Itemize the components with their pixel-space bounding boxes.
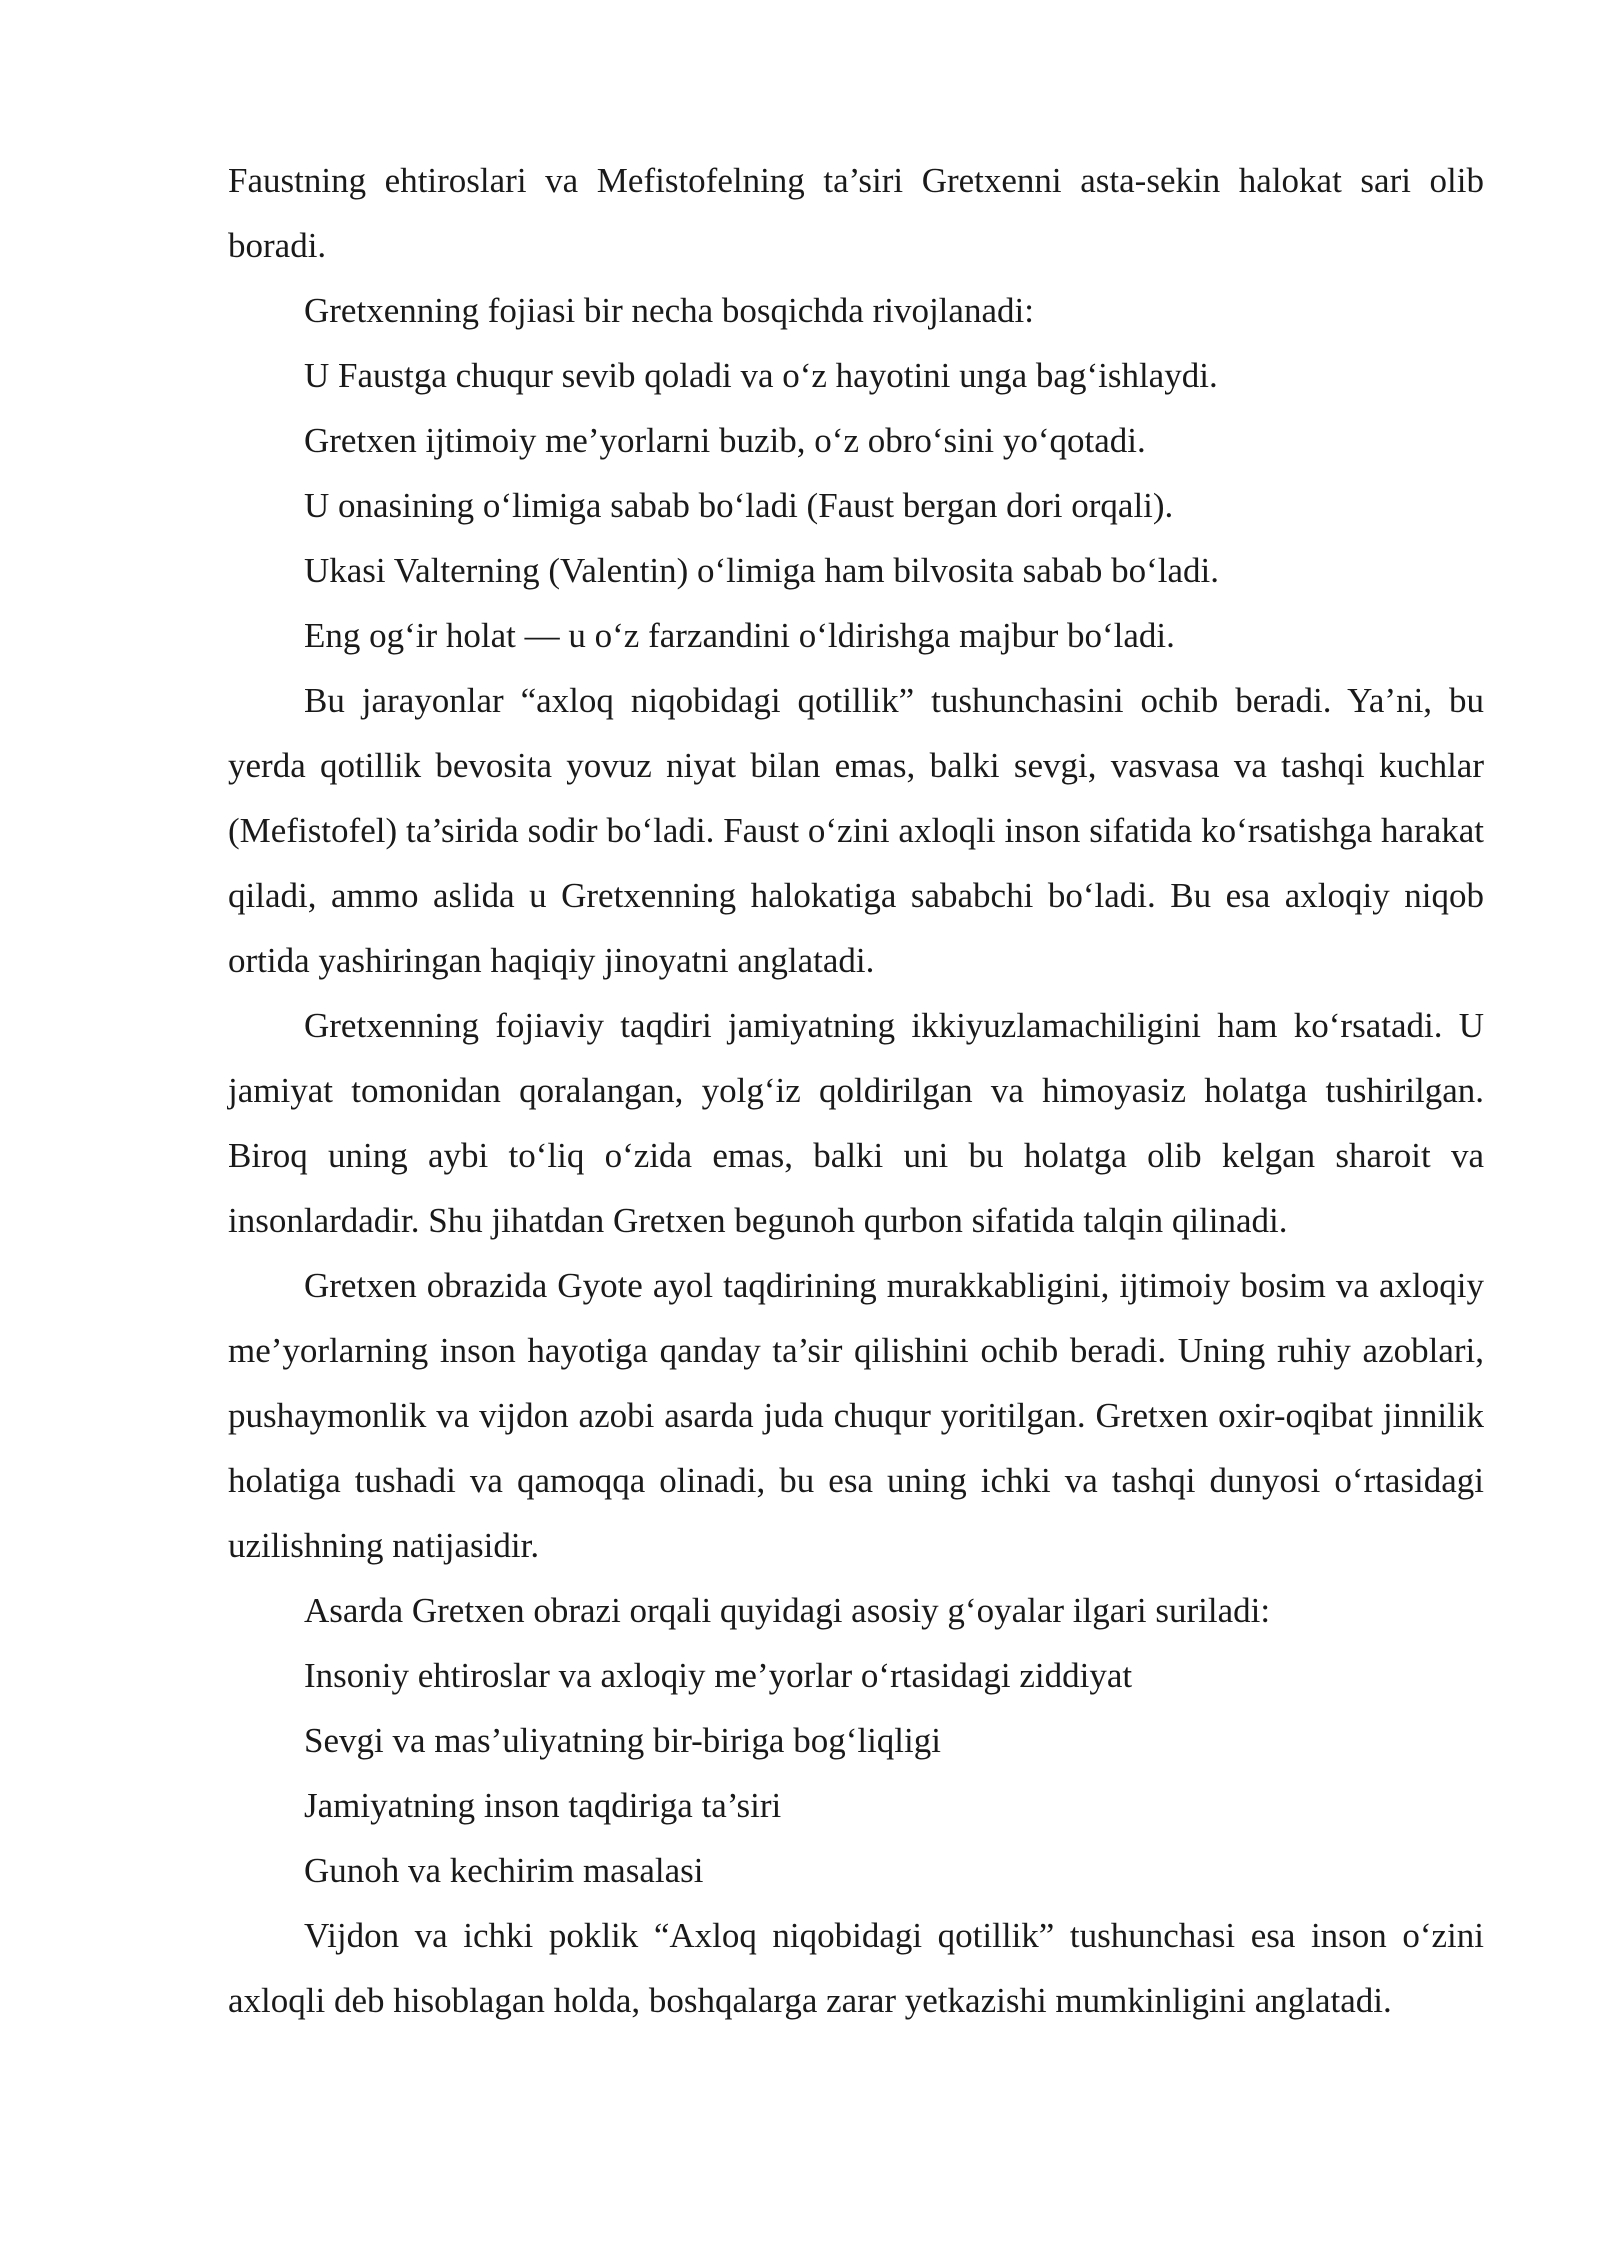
paragraph-society: Gretxenning fojiaviy taqdiri jamiyatning ikkiyuzlamachiligini ham ko‘rsatadi. U jamiyat tomonidan qoralangan, yolg‘iz qoldirilgan va himoyasiz holatga tushirilgan. Biroq uning aybi to‘liq o‘zida emas, balki uni bu holatga olib kelgan sharoit va insonlardadir. Shu jihatdan Gretxen begunoh qurbon sifatida talqin qilinadi. (228, 1006, 1484, 1240)
paragraph-conclusion: Vijdon va ichki poklik “Axloq niqobidagi qotillik” tushunchasi esa inson o‘zini axloqli deb hisoblagan holda, boshqalarga zarar yetkazishi mumkinligini anglatadi. (228, 1916, 1484, 2020)
paragraph-goethe: Gretxen obrazida Gyote ayol taqdirining murakkabligini, ijtimoiy bosim va axloqiy me’yorlarning inson hayotiga qanday ta’sir qilishini ochib beradi. Uning ruhiy azoblari, pushaymonlik va vijdon azobi asarda juda chuqur yoritilgan. Gretxen oxir-oqibat jinnilik holatiga tushadi va qamoqqa olinadi, bu esa uning ichki va tashqi dunyosi o‘rtasidagi uzilishning natijasidir. (228, 1266, 1484, 1565)
list-item-stage-5: Eng og‘ir holat — u o‘z farzandini o‘ldirishga majbur bo‘ladi. (304, 616, 1175, 655)
list-item-stage-3: U onasining o‘limiga sabab bo‘ladi (Faust bergan dori orqali). (304, 486, 1174, 525)
list-item-stage-1: U Faustga chuqur sevib qoladi va o‘z hayotini unga bag‘ishlaydi. (304, 356, 1218, 395)
list-item-idea-1: Insoniy ehtiroslar va axloqiy me’yorlar o‘rtasidagi ziddiyat (304, 1656, 1133, 1695)
list-item-idea-2: Sevgi va mas’uliyatning bir-biriga bog‘liqligi (304, 1721, 941, 1760)
list-item-stage-2: Gretxen ijtimoiy me’yorlarni buzib, o‘z obro‘sini yo‘qotadi. (304, 421, 1146, 460)
list-item-idea-4: Gunoh va kechirim masalasi (304, 1851, 704, 1890)
list-item-stage-4: Ukasi Valterning (Valentin) o‘limiga ham bilvosita sabab bo‘ladi. (304, 551, 1219, 590)
paragraph-ideas-heading: Asarda Gretxen obrazi orqali quyidagi asosiy g‘oyalar ilgari suriladi: (304, 1591, 1271, 1630)
document-page (228, 148, 1484, 2033)
list-item-idea-3: Jamiyatning inson taqdiriga ta’siri (304, 1786, 782, 1825)
paragraph-stages-heading: Gretxenning fojiasi bir necha bosqichda rivojlanadi: (304, 291, 1034, 330)
paragraph-moral-mask: Bu jarayonlar “axloq niqobidagi qotillik” tushunchasini ochib beradi. Ya’ni, bu yerda qotillik bevosita yovuz niyat bilan emas, balki sevgi, vasvasa va tashqi kuchlar (Mefistofel) ta’sirida sodir bo‘ladi. Faust o‘zini axloqli inson sifatida ko‘rsatishga harakat qiladi, ammo aslida u Gretxenning halokatiga sababchi bo‘ladi. Bu esa axloqiy niqob ortida yashiringan haqiqiy jinoyatni anglatadi. (228, 681, 1484, 980)
paragraph-intro: Faustning ehtiroslari va Mefistofelning ta’siri Gretxenni asta-sekin halokat sari olib boradi. (228, 161, 1484, 265)
